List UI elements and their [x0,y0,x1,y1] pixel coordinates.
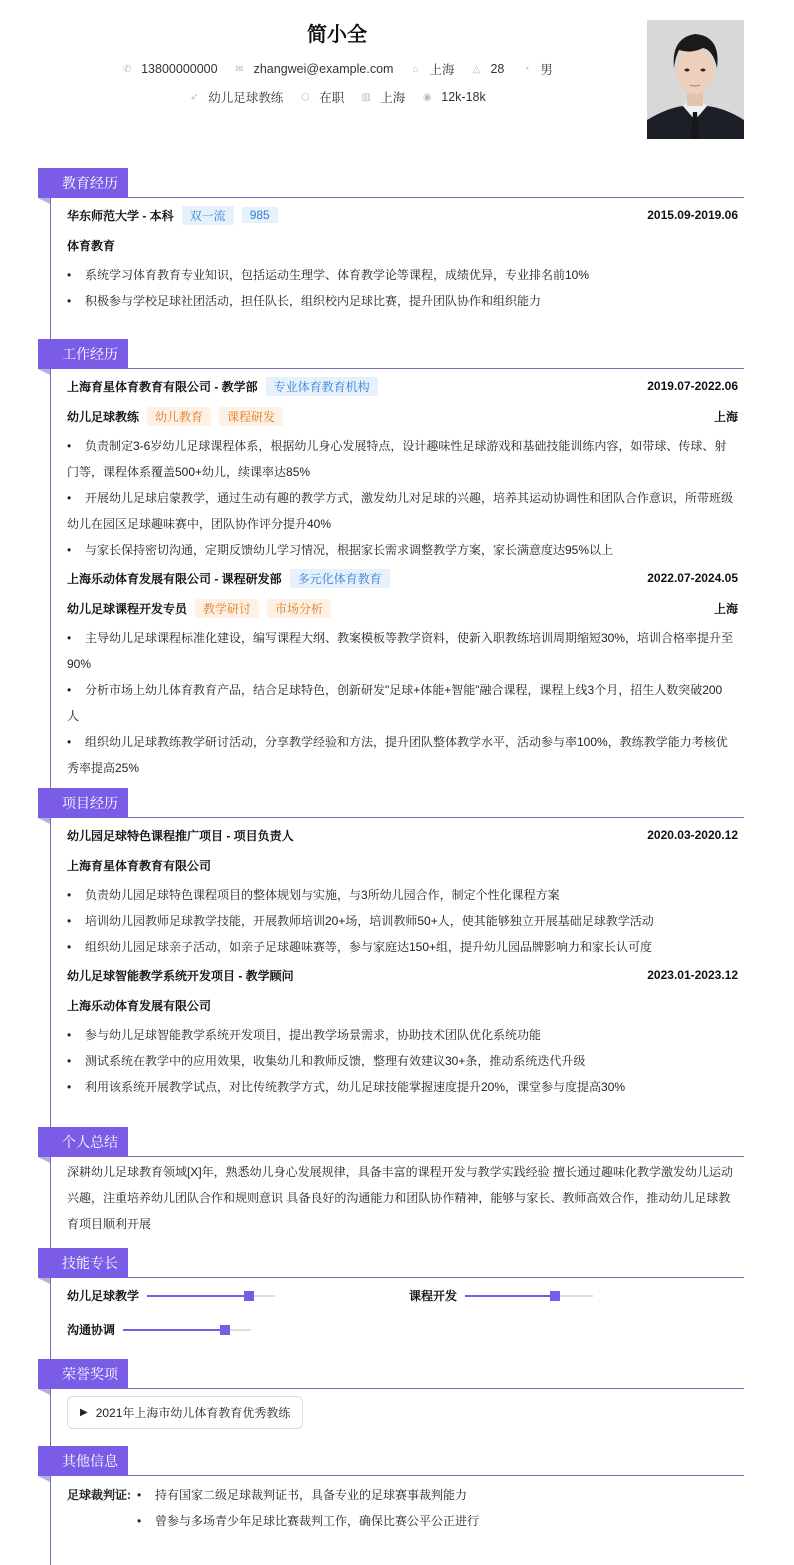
section-skills [38,1248,744,1348]
job-date: 2022.07-2024.05 [647,571,738,585]
skill-level-thumb [220,1325,230,1335]
project-org: 上海育星体育教育有限公司 [67,858,212,873]
list-item: • 主导幼儿足球课程标准化建设，编写课程大纲、教案模板等教学资料，使新入职教练培训周期缩短30%，培训合格率提升至 90% [67,625,738,677]
position-title: 幼儿足球课程开发专员 [67,601,188,616]
education-row [67,202,738,228]
mail-icon: ✉ [235,63,244,75]
job-position-row [67,595,738,621]
other-info-bullets [137,1482,479,1534]
section-header [38,1127,744,1157]
company-tag: 专业体育教育机构 [266,377,378,396]
portrait-illustration [647,20,744,139]
skill-item [67,1321,251,1338]
job-bullets [67,625,738,781]
company-name: 上海乐动体育发展有限公司 - 课程研发部 [67,571,282,586]
company-name: 上海育星体育教育有限公司 - 教学部 [67,379,258,394]
job-position-row [67,403,738,429]
section-title: 项目经历 [38,788,128,818]
job-status: 在职 [319,91,345,105]
list-item: • 分析市场上幼儿体育教育产品，结合足球特色，创新研发"足球+体能+智能"融合课程，课程上线3个月，招生人数突破200 人 [67,677,738,729]
project-bullets [67,1022,738,1100]
project-org-row [67,852,738,878]
section-divider [128,817,744,818]
skill-name: 沟通协调 [67,1323,116,1337]
target-city-info [360,88,405,106]
project-date: 2023.01-2023.12 [647,968,738,982]
section-divider [128,368,744,369]
section-tab-fold [38,1476,50,1482]
section-divider [128,1156,744,1157]
project-row [67,822,738,848]
summary-text: 深耕幼儿足球教育领域[X]年，熟悉幼儿身心发展规律，具备丰富的课程开发与教学实践经验 擅长通过趣味化教学激发幼儿运动 兴趣，注重培养幼儿团队合作和规则意识 具备良好的沟通能力和团队协作精神，能够与家长、教师高效合作，推动幼儿足球教 育项目顺利开展 [67,1165,734,1231]
skill-name: 课程开发 [409,1289,458,1303]
school-tag: 985 [242,207,278,223]
section-awards [38,1359,744,1429]
section-header [38,1359,744,1389]
list-item: • 测试系统在教学中的应用效果，收集幼儿和教师反馈，整理有效建议30+条，推动系统迭代升级 [67,1048,738,1074]
list-item: • 参与幼儿足球智能教学系统开发项目，提出教学场景需求，协助技术团队优化系统功能 [67,1022,738,1048]
section-other [38,1446,744,1534]
list-item: • 曾参与多场青少年足球比赛裁判工作，确保比赛公平公正进行 [137,1508,479,1534]
position-tag: 教学研讨 [195,599,259,618]
residence-city: 上海 [429,63,455,77]
section-title: 个人总结 [38,1127,128,1157]
phone-icon: ✆ [122,63,132,75]
resume-header [0,0,794,150]
contact-info-row-1 [0,60,674,78]
home-icon: ⌂ [412,63,419,75]
section-title: 其他信息 [38,1446,128,1476]
company-tag: 多元化体育教育 [290,569,390,588]
section-header [38,168,744,198]
section-tab-fold [38,818,50,824]
project-bullets [67,882,738,960]
job-location: 上海 [713,601,738,616]
section-title: 技能专长 [38,1248,128,1278]
age-info [470,62,504,76]
position-tag: 幼儿教育 [147,407,211,426]
list-item: • 负责幼儿园足球特色课程项目的整体规划与实施，与3所幼儿园合作，制定个性化课程方案 [67,882,738,908]
section-title: 荣誉奖项 [38,1359,128,1389]
job-date: 2019.07-2022.06 [647,379,738,393]
candidate-name: 简小全 [307,24,367,46]
other-info [67,1482,738,1534]
email-info [234,62,394,76]
section-title: 工作经历 [38,339,128,369]
salary-info [421,90,485,104]
list-item: • 组织幼儿足球教练教学研讨活动，分享教学经验和方法，提升团队整体教学水平，活动参与率100%，教练教学能力考核优 秀率提高25% [67,729,738,781]
building-icon: ▥ [361,91,371,103]
project-org-row [67,992,738,1018]
phone-info [121,62,217,76]
section-divider [128,197,744,198]
job-status-info [299,88,344,106]
job-company-row [67,565,738,591]
gender-icon: ◔ [523,63,530,75]
skill-level-bar [465,1295,593,1297]
project-name: 幼儿园足球特色课程推广项目 - 项目负责人 [67,828,294,843]
list-item: • 开展幼儿足球启蒙教学，通过生动有趣的教学方式，激发幼儿对足球的兴趣，培养其运动协调性和团队合作意识，所带班级 幼儿在园区足球趣味赛中，团队协作评分提升40% [67,485,738,537]
target-position-info [188,88,283,106]
school-name: 华东师范大学 - 本科 [67,208,174,223]
section-tab-fold [38,198,50,204]
section-summary [38,1127,744,1237]
section-header [38,339,744,369]
position-tag: 课程研发 [219,407,283,426]
skill-level-thumb [550,1291,560,1301]
school-tag: 双一流 [182,206,234,225]
status-icon: ⬡ [300,91,310,103]
skill-item [67,1287,275,1304]
expand-triangle-icon: ▶ [80,1407,88,1418]
age-icon: △ [472,63,481,75]
salary-icon: ◉ [422,91,432,103]
expected-salary: 12k-18k [441,90,486,104]
award-item[interactable] [67,1396,303,1429]
email-address: zhangwei@example.com [253,62,394,76]
section-title: 教育经历 [38,168,128,198]
list-item: • 负责制定3-6岁幼儿足球课程体系，根据幼儿身心发展特点，设计趣味性足球游戏和基础技能训练内容，如带球、传球、射 门等，课程体系覆盖500+幼儿，续课率达85% [67,433,738,485]
list-item: • 持有国家二级足球裁判证书，具备专业的足球赛事裁判能力 [137,1482,479,1508]
contact-info-row-2 [0,88,674,106]
skill-level-bar [123,1329,251,1331]
position-tag: 市场分析 [267,599,331,618]
send-icon: ➶ [190,91,199,103]
position-title: 幼儿足球教练 [67,409,140,424]
list-item: • 利用该系统开展教学试点，对比传统教学方式，幼儿足球技能掌握速度提升20%，课堂参与度提高30% [67,1074,738,1100]
gender-info [520,60,553,78]
skill-level-thumb [244,1291,254,1301]
section-divider [128,1388,744,1389]
job-location: 上海 [713,409,738,424]
section-tab-fold [38,1157,50,1163]
section-header [38,788,744,818]
major: 体育教育 [67,238,116,253]
gender-value: 男 [540,63,553,77]
project-org: 上海乐动体育发展有限公司 [67,998,212,1013]
major-row [67,232,738,258]
target-position: 幼儿足球教练 [208,91,284,105]
education-date: 2015.09-2019.06 [647,208,738,222]
job-bullets [67,433,738,563]
list-item: • 组织幼儿园足球亲子活动，如亲子足球趣味赛等，参与家庭达150+组，提升幼儿园品牌影响力和家长认可度 [67,934,738,960]
list-item: • 培训幼儿园教师足球教学技能，开展教师培训20+场，培训教师50+人，使其能够独立开展基础足球教学活动 [67,908,738,934]
section-header [38,1248,744,1278]
phone-number: 13800000000 [141,62,218,76]
project-date: 2020.03-2020.12 [647,828,738,842]
skill-level-bar [147,1295,275,1297]
list-item: • 与家长保持密切沟通，定期反馈幼儿学习情况，根据家长需求调整教学方案，家长满意度达95%以上 [67,537,738,563]
residence-info [409,60,454,78]
profile-photo [647,20,744,139]
section-education [38,168,744,314]
target-city: 上海 [380,91,406,105]
project-row [67,962,738,988]
section-header [38,1446,744,1476]
list-item: • 系统学习体育教育专业知识，包括运动生理学、体育教学论等课程，成绩优异，专业排名前10% [67,262,738,288]
skills-list [38,1278,744,1348]
list-item: • 积极参与学校足球社团活动，担任队长，组织校内足球比赛，提升团队协作和组织能力 [67,288,738,314]
education-bullets [67,262,738,314]
skill-item [409,1287,593,1304]
award-name: 2021年上海市幼儿体育教育优秀教练 [95,1406,291,1420]
section-work [38,339,744,781]
skill-name: 幼儿足球教学 [67,1289,140,1303]
section-tab-fold [38,369,50,375]
job-company-row [67,373,738,399]
section-divider [128,1475,744,1476]
section-tab-fold [38,1389,50,1395]
age-value: 28 [490,62,505,76]
project-name: 幼儿足球智能教学系统开发项目 - 教学顾问 [67,968,294,983]
section-projects [38,788,744,1100]
other-info-label: 足球裁判证: [67,1488,131,1502]
